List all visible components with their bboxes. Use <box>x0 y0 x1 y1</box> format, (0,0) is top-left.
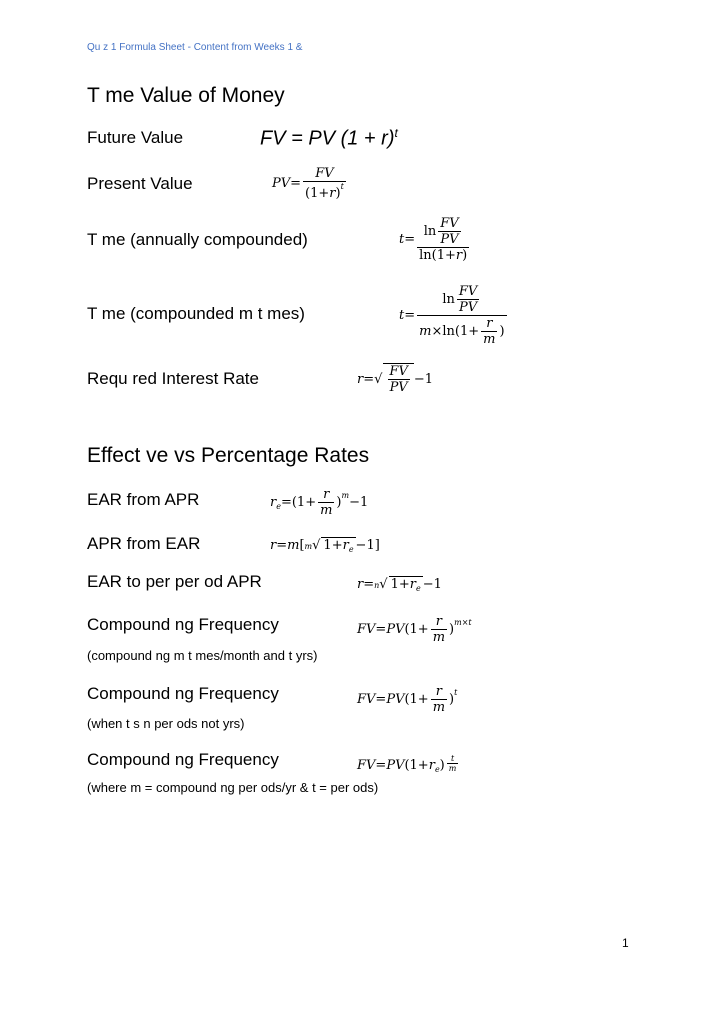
label-time-annual: T me (annually compounded) <box>87 230 308 249</box>
formula-apr-from-ear: r=m[m√ $1+r_e -1$] <box>270 538 380 554</box>
label-present-value: Present Value <box>87 174 193 193</box>
formula-ear-from-apr: $r_e=(1+$ $\frac{r}{m}$ )$^m$−1 <box>270 487 369 518</box>
page-number: 1 <box>622 936 629 950</box>
note-compounding-3: (where m = compound ng per ods/yr & t = per ods) <box>87 780 379 795</box>
formula-compounding-3: $FV=PV(1+r_e)$ $\frac{t}{m}$ <box>357 754 457 774</box>
label-future-value: Future Value <box>87 128 184 147</box>
formula-time-m: t= ln $\frac{FV}{PV}$ m×ln(1+ $\frac{r}{m}$ ) <box>399 284 505 347</box>
label-apr-from-ear: APR from EAR <box>87 534 201 553</box>
formula-future-value: FV = PV $(1 + r)^t$ <box>260 126 398 150</box>
page-header: Qu z 1 Formula Sheet - Content from Weeks 1 & <box>87 42 303 53</box>
label-time-m: T me (compounded m t mes) <box>87 304 305 323</box>
label-compounding-3: Compound ng Frequency <box>87 750 279 769</box>
formula-time-annual: t= ln $\frac{FV}{PV}$ ln(1+r) <box>399 216 468 263</box>
formula-present-value: PV= $\frac{FV}{(1+r)^t}$ <box>272 166 344 201</box>
label-ear-to-period: EAR to per per od APR <box>87 572 262 591</box>
note-compounding-1: (compound ng m t mes/month and t yrs) <box>87 648 318 663</box>
formula-compounding-2: FV=PV(1+ $\frac{r}{m}$ )$^t$ <box>357 684 458 715</box>
label-compounding-1: Compound ng Frequency <box>87 615 279 634</box>
section-title-rates: Effect ve vs Percentage Rates <box>87 444 370 467</box>
section-title-time-value: T me Value of Money <box>87 84 285 107</box>
formula-ear-to-period: r=n√ $1+r_e -1$ <box>357 577 442 593</box>
label-ear-from-apr: EAR from APR <box>87 490 200 509</box>
note-compounding-2: (when t s n per ods not yrs) <box>87 716 245 731</box>
label-required-rate: Requ red Interest Rate <box>87 369 259 388</box>
label-compounding-2: Compound ng Frequency <box>87 684 279 703</box>
formula-required-rate: r=√ $\frac{FV}{PV}$ −1 <box>357 364 434 395</box>
formula-compounding-1: FV=PV(1+ $\frac{r}{m}$ )$^{m\times t}$ <box>357 614 472 645</box>
